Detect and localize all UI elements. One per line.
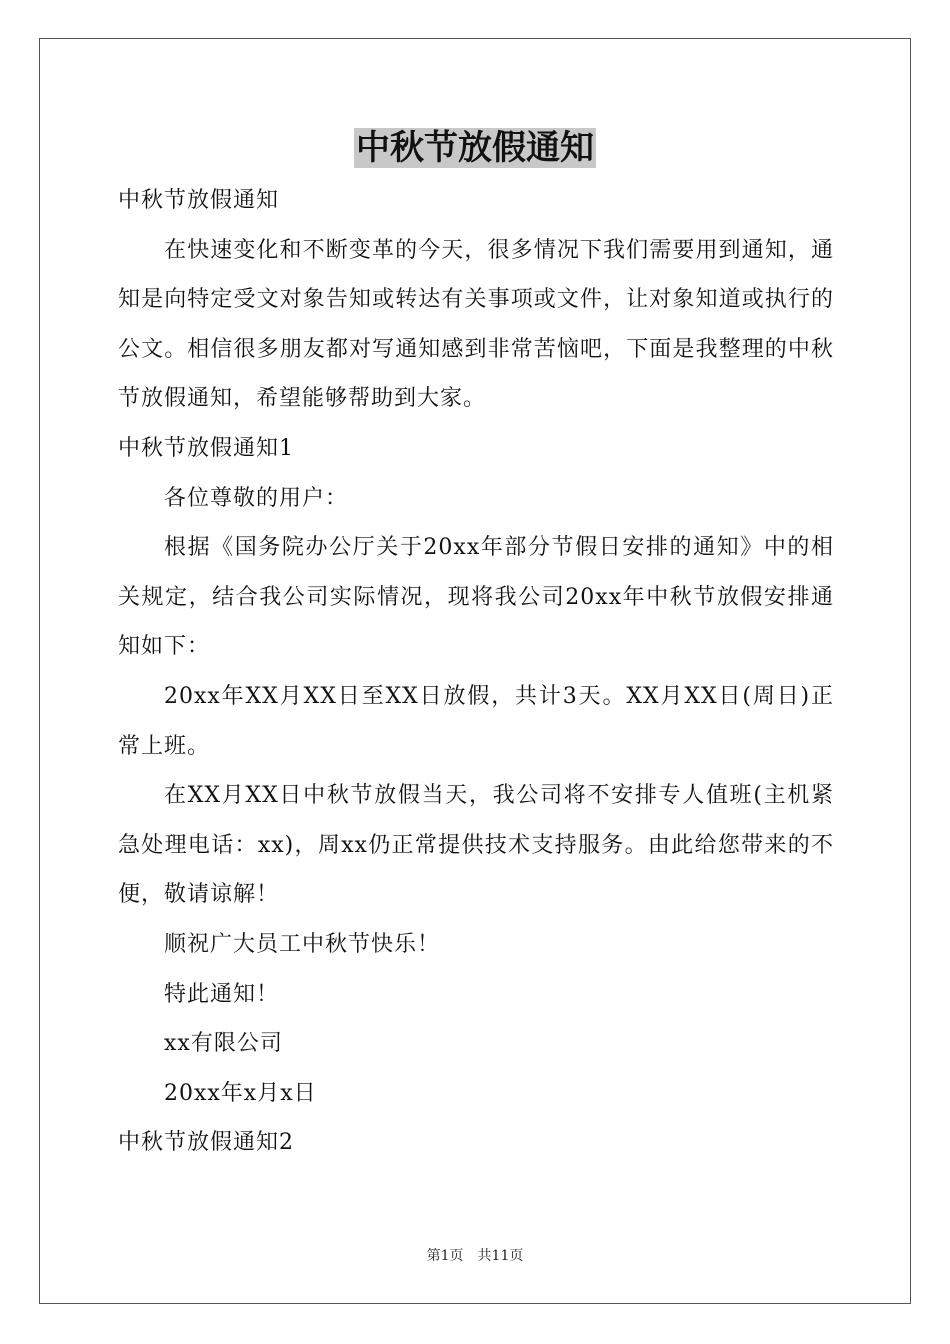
paragraph-section-2-heading: 中秋节放假通知2 (118, 1130, 294, 1156)
document-title (0, 126, 950, 170)
paragraph-date: 20xx年x月x日 (164, 1080, 317, 1106)
paragraph-closing: 特此通知！ (164, 981, 280, 1007)
paragraph-company: xx有限公司 (164, 1031, 283, 1057)
paragraph-schedule: 20xx年XX月XX日至XX日放假，共计3天。XX月XX日(周日)正常上班。 (118, 683, 834, 759)
paragraph-regulation: 根据《国务院办公厅关于20xx年部分节假日安排的通知》中的相关规定，结合我公司实际情况，现将我公司20xx年中秋节放假安排通知如下： (118, 535, 834, 660)
page-number: 第1页 (426, 1248, 464, 1264)
paragraph-subtitle: 中秋节放假通知 (118, 188, 280, 213)
paragraph-section-1-heading: 中秋节放假通知1 (118, 435, 294, 461)
paragraph-salutation: 各位尊敬的用户： (164, 485, 349, 511)
paragraph-greeting: 顺祝广大员工中秋节快乐！ (164, 931, 441, 957)
page-total: 共11页 (477, 1248, 524, 1264)
document-title-text: 中秋节放假通知 (356, 128, 594, 168)
document-body (118, 176, 834, 1168)
paragraph-intro: 在快速变化和不断变革的今天，很多情况下我们需要用到通知，通知是向特定受文对象告知或转达有关事项或文件，让对象知道或执行的公文。相信很多朋友都对写通知感到非常苦恼吧，下面是我整理的中秋节放假通知，希望能够帮助到大家。 (118, 237, 834, 412)
paragraph-duty-notice: 在XX月XX日中秋节放假当天，我公司将不安排专人值班(主机紧急处理电话：xx)，周xx仍正常提供技术支持服务。由此给您带来的不便，敬请谅解！ (118, 783, 834, 908)
page-footer (0, 1246, 950, 1266)
